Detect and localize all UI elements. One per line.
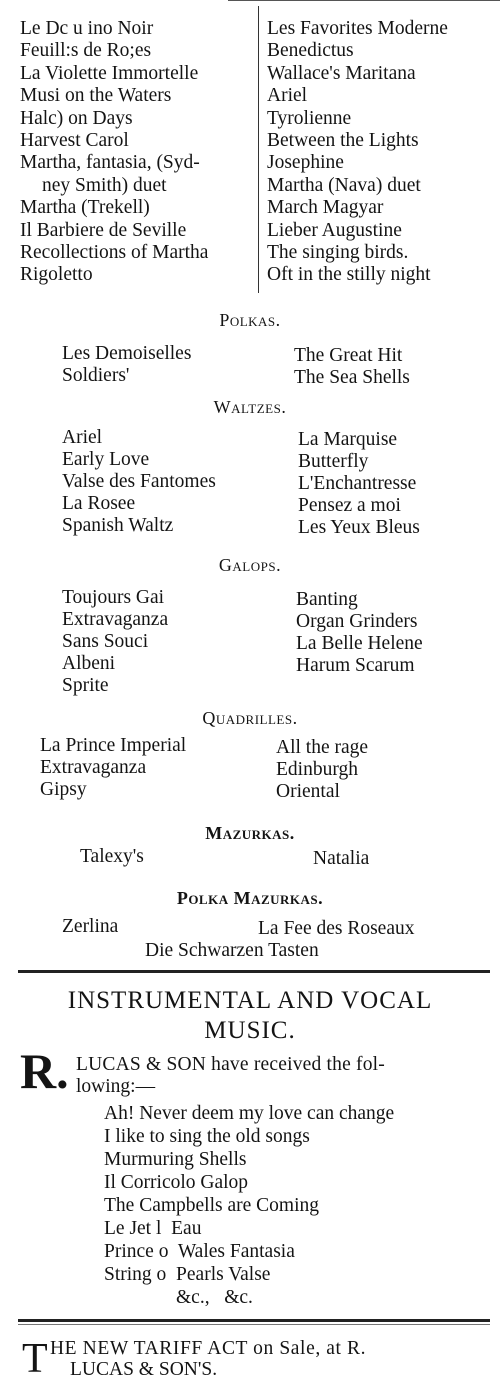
- list-item: Il Barbiere de Seville: [20, 219, 187, 241]
- list-item: ney Smith) duet: [42, 174, 167, 196]
- list-item: Extravaganza: [62, 609, 169, 630]
- list-item: Tyrolienne: [267, 107, 352, 129]
- list-item: The Campbells are Coming: [104, 1195, 319, 1216]
- list-item: Sprite: [62, 675, 109, 696]
- list-item: Le Jet l Eau: [104, 1218, 202, 1239]
- list-item: All the rage: [276, 737, 369, 758]
- list-item: Between the Lights: [267, 130, 419, 152]
- list-item: Les Demoiselles: [62, 343, 192, 364]
- ad-heading-line2: MUSIC.: [204, 1017, 296, 1044]
- etc-text: &c., &c.: [176, 1287, 253, 1308]
- top-rule: [228, 0, 500, 1]
- section-heading-polkas: Polkas.: [219, 310, 281, 330]
- list-item: Musi on the Waters: [20, 85, 172, 107]
- list-item: Pensez a moi: [298, 495, 401, 516]
- list-item: I like to sing the old songs: [104, 1126, 310, 1147]
- list-item: La Fee des Roseaux: [258, 918, 415, 939]
- list-item: L'Enchantresse: [298, 473, 417, 494]
- list-item: Les Yeux Bleus: [298, 517, 420, 538]
- list-item: Ah! Never deem my love can change: [104, 1103, 395, 1124]
- list-item: Prince o Wales Fantasia: [104, 1241, 295, 1262]
- list-item: Wallace's Maritana: [267, 62, 416, 84]
- drop-cap-r: R.: [20, 1043, 69, 1099]
- list-item: Halc) on Days: [20, 107, 133, 129]
- list-item: Die Schwarzen Tasten: [145, 940, 319, 961]
- list-item: Extravaganza: [40, 757, 147, 778]
- section-divider: [18, 1319, 490, 1322]
- left-column-list: [20, 18, 208, 287]
- list-item: Soldiers': [62, 365, 130, 386]
- list-item: Talexy's: [80, 846, 144, 867]
- tariff-line2: LUCAS & SON'S.: [70, 1359, 218, 1380]
- list-item: Benedictus: [267, 40, 354, 62]
- section-heading-quadrilles: Quadrilles.: [202, 708, 298, 728]
- section-divider-thin: [18, 1324, 490, 1325]
- list-item: Ariel: [267, 85, 308, 107]
- list-item: Martha (Nava) duet: [267, 174, 421, 196]
- list-item: La Rosee: [62, 493, 136, 514]
- list-item: Le Dc u ino Noir: [20, 18, 154, 39]
- list-item: La Marquise: [298, 429, 398, 450]
- list-item: La Prince Imperial: [40, 735, 187, 756]
- list-item: Harvest Carol: [20, 130, 129, 152]
- list-item: The Sea Shells: [294, 367, 410, 388]
- list-item: Oft in the stilly night: [267, 264, 431, 286]
- list-item: Murmuring Shells: [104, 1149, 247, 1170]
- list-item: Les Favorites Moderne: [267, 18, 448, 39]
- list-item: Lieber Augustine: [267, 219, 402, 241]
- list-item: Rigoletto: [20, 264, 93, 286]
- list-item: Sans Souci: [62, 631, 149, 652]
- list-item: Ariel: [62, 427, 103, 448]
- section-heading-polka-mazurkas: Polka Mazurkas.: [176, 888, 324, 908]
- right-column-list: [267, 18, 448, 287]
- list-item: La Belle Helene: [296, 633, 423, 654]
- list-item: Natalia: [313, 848, 370, 869]
- list-item: Recollections of Martha: [20, 242, 209, 264]
- list-item: The singing birds.: [267, 242, 409, 264]
- drop-cap-t: T: [22, 1336, 48, 1382]
- list-item: Oriental: [276, 781, 340, 802]
- list-item: Harum Scarum: [296, 655, 415, 676]
- list-item: Banting: [296, 589, 358, 610]
- list-item: Valse des Fantomes: [62, 471, 216, 492]
- section-heading-galops: Galops.: [218, 555, 282, 575]
- list-item: Il Corricolo Galop: [104, 1172, 249, 1193]
- ad-intro-line1: LUCAS & SON have received the fol-: [76, 1054, 385, 1075]
- ad-heading-line1: INSTRUMENTAL AND VOCAL: [67, 987, 433, 1014]
- list-item: Josephine: [267, 152, 344, 174]
- list-item: La Violette Immortelle: [20, 62, 199, 84]
- list-item: Butterfly: [298, 451, 369, 472]
- list-item: Gipsy: [40, 779, 87, 800]
- section-divider: [18, 970, 490, 973]
- list-item: Early Love: [62, 449, 150, 470]
- section-heading-waltzes: Waltzes.: [213, 397, 287, 417]
- list-item: Organ Grinders: [296, 611, 418, 632]
- section-heading-mazurkas: Mazurkas.: [205, 823, 295, 843]
- list-item: Zerlina: [62, 916, 119, 937]
- list-item: String o Pearls Valse: [104, 1264, 271, 1285]
- list-item: Feuill:s de Ro;es: [20, 40, 152, 62]
- list-item: Toujours Gai: [62, 587, 165, 608]
- list-item: Albeni: [62, 653, 116, 674]
- column-divider: [258, 6, 259, 293]
- list-item: The Great Hit: [294, 345, 403, 366]
- list-item: March Magyar: [267, 197, 384, 219]
- list-item: Martha (Trekell): [20, 197, 150, 219]
- list-item: Martha, fantasia, (Syd-: [20, 152, 200, 174]
- ad-intro-line2: lowing:—: [76, 1076, 156, 1097]
- list-item: Edinburgh: [276, 759, 358, 780]
- tariff-line1: HE NEW TARIFF ACT on Sale, at R.: [50, 1338, 367, 1359]
- list-item: Spanish Waltz: [62, 515, 174, 536]
